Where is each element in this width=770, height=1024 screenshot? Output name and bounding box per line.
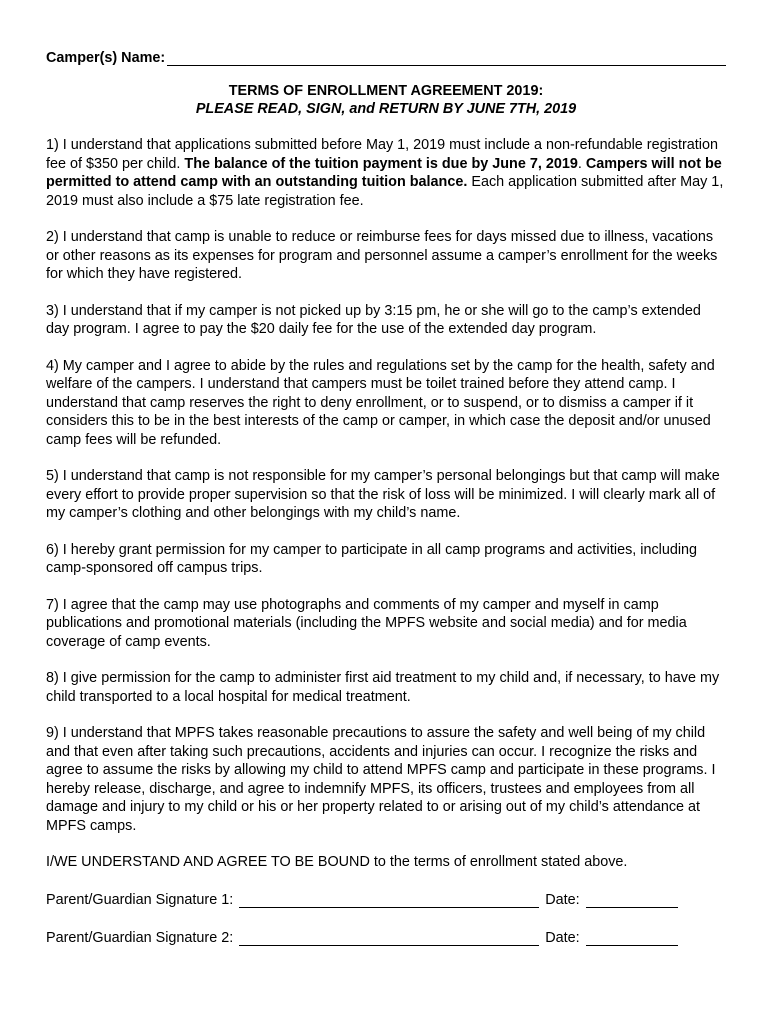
term-7: 7) I agree that the camp may use photographs and comments of my camper and myself in camp publications and promotional materials (including the MPFS website and social media) and for media coverage of camp events. xyxy=(46,596,687,650)
term-3: 3) I understand that if my camper is not picked up by 3:15 pm, he or she will go to the camp’s extended day program. I agree to pay the $20 daily fee for the use of the extended day program. xyxy=(46,302,701,337)
signature-2-field[interactable] xyxy=(239,931,539,946)
campers-name-row xyxy=(46,44,726,66)
date-2-field[interactable] xyxy=(586,931,678,946)
enrollment-agreement-page xyxy=(46,44,726,946)
term-9: 9) I understand that MPFS takes reasonable precautions to assure the safety and well being of my child and that even after taking such precautions, accidents and injuries can occur. I recognize the risks and agree to assume the risks by allowing my child to attend MPFS camp and participate in these programs. I hereby release, discharge, and agree to indemnify MPFS, its officers, trustees and employees from all damage and injury to my child or his or her property related to or arising out of my child’s attendance at MPFS camps. xyxy=(46,725,716,834)
date-1-field[interactable] xyxy=(586,893,678,908)
campers-name-field[interactable] xyxy=(167,49,726,66)
date-2-label: Date: xyxy=(545,929,580,946)
term-8: 8) I give permission for the camp to administer first aid treatment to my child and, if necessary, to have my child transported to a local hospital for medical treatment. xyxy=(46,670,720,705)
agreement-title: TERMS OF ENROLLMENT AGREEMENT 2019: xyxy=(228,83,544,99)
term-5: 5) I understand that camp is not responsible for my camper’s personal belongings but that camp will make every effort to provide proper supervision so that the risk of loss will be minimized. I will clearly mark all of my camper’s clothing and other belongings with my child’s name. xyxy=(46,468,720,521)
agreement-statement: I/WE UNDERSTAND AND AGREE TO BE BOUND to the terms of enrollment stated above. xyxy=(46,854,628,870)
term-1-text-e: Each application submitted after May 1, 2019 must also include a $75 late registration fee. xyxy=(46,174,724,209)
term-2: 2) I understand that camp is unable to reduce or reimburse fees for days missed due to illness, vacations or other reasons as its expenses for program and personnel assume a camper’s enrollment for the weeks for which they have registered. xyxy=(46,229,718,282)
term-1-bold-due: The balance of the tuition payment is due by June 7, 2019 xyxy=(184,155,578,172)
date-1-label: Date: xyxy=(545,891,580,908)
signature-1-field[interactable] xyxy=(239,893,539,908)
campers-name-label: Camper(s) Name: xyxy=(46,50,166,66)
signature-1-row xyxy=(46,888,726,908)
term-1-bold-balance: Campers will not be permitted to attend camp with an outstanding tuition balance. xyxy=(46,155,722,190)
agreement-subtitle: PLEASE READ, SIGN, and RETURN BY JUNE 7TH, 2019 xyxy=(195,101,577,117)
signature-2-label: Parent/Guardian Signature 2: xyxy=(46,929,234,946)
term-1-text-a: 1) I understand that applications submitted before May 1, 2019 must include a non-refundable registration fee of $350 per child. xyxy=(46,137,718,172)
signature-2-row xyxy=(46,926,726,946)
term-4: 4) My camper and I agree to abide by the rules and regulations set by the camp for the health, safety and welfare of the campers. I understand that campers must be toilet trained before they attend camp. I understand that camp reserves the right to deny enrollment, or to suspend, or to dismiss a camper if it considers this to be in the best interests of the camp or camper, in which case the deposit and/or unused camp fees will be refunded. xyxy=(46,357,715,448)
term-6: 6) I hereby grant permission for my camper to participate in all camp programs and activities, including camp-sponsored off campus trips. xyxy=(46,541,698,576)
term-1-text-c: . xyxy=(577,155,586,172)
signature-1-label: Parent/Guardian Signature 1: xyxy=(46,891,234,908)
term-1 xyxy=(46,136,726,210)
